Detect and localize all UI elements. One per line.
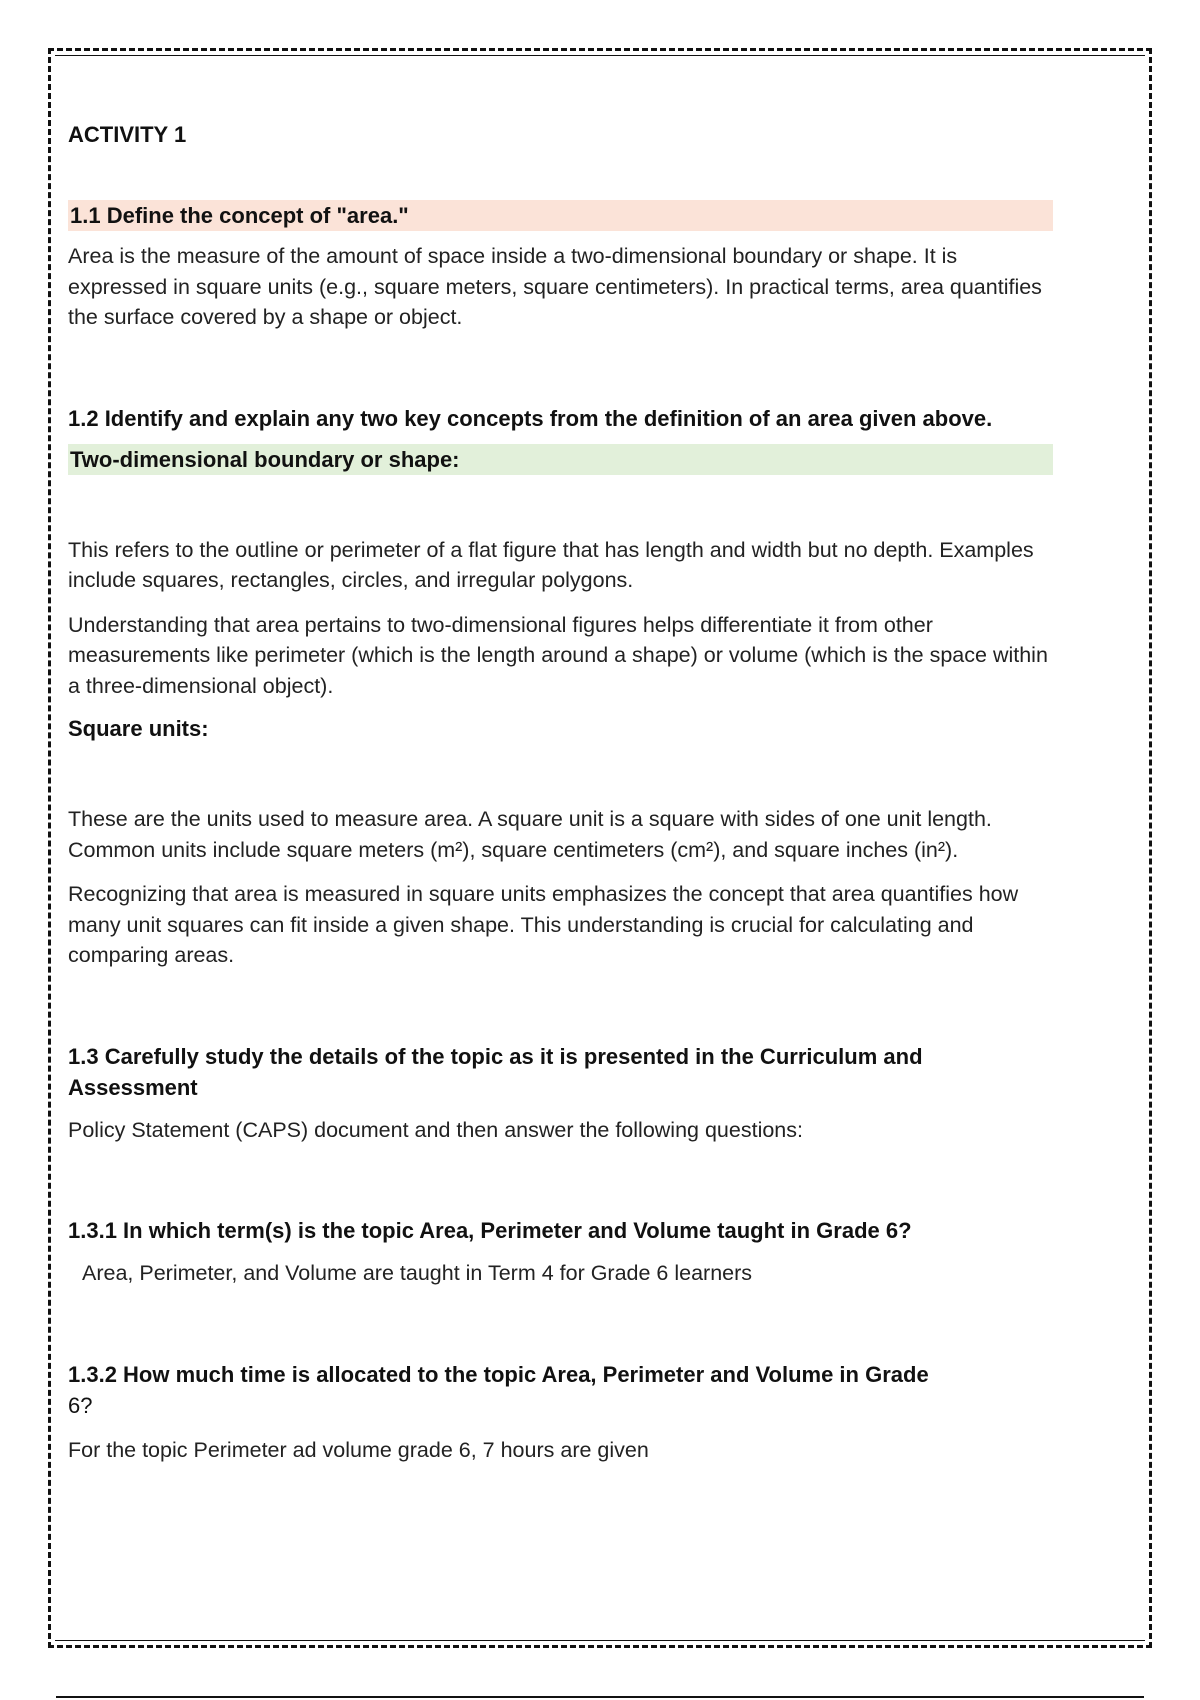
question-1-3-2 [68, 1359, 1053, 1421]
question-1-3: 1.3 Carefully study the details of the topic as it is presented in the Curriculum and Assessment [68, 1043, 923, 1100]
question-1-3-2-bold: 1.3.2 How much time is allocated to the topic Area, Perimeter and Volume in Grade [68, 1361, 929, 1387]
document-content [68, 72, 1053, 1465]
question-1-3-2-rest: 6? [68, 1392, 93, 1418]
concept-2-paragraph-2: Recognizing that area is measured in square units emphasizes the concept that area quantifies how many unit squares can fit inside a given shape. This understanding is crucial for calculating and comparing areas. [68, 882, 1019, 967]
activity-title: ACTIVITY 1 [68, 122, 187, 147]
question-1-1: 1.1 Define the concept of "area." [68, 200, 1053, 231]
question-1-2: 1.2 Identify and explain any two key concepts from the definition of an area given above. [68, 405, 993, 431]
concept-1-paragraph-2: Understanding that area pertains to two-dimensional figures helps differentiate it from other measurements like perimeter (which is the length around a shape) or volume (which is the space within a three-dimensional object). [68, 612, 1048, 698]
concept-1-paragraph-1: This refers to the outline or perimeter of a flat figure that has length and width but no depth. Examples include squares, rectangles, circles, and irregular polygons. [68, 537, 1034, 592]
question-1-3-1: 1.3.1 In which term(s) is the topic Area, Perimeter and Volume taught in Grade 6? [68, 1218, 912, 1243]
concept-1-heading: Two-dimensional boundary or shape: [68, 444, 1053, 475]
concept-2-paragraph-1: These are the units used to measure area. A square unit is a square with sides of one unit length. Common units include square meters (m²), square centimeters (cm²), and square inches (in²). [68, 807, 992, 862]
answer-1-3-2: For the topic Perimeter ad volume grade 6, 7 hours are given [68, 1437, 649, 1462]
answer-1-1: Area is the measure of the amount of space inside a two-dimensional boundary or shape. It is expressed in square units (e.g., square meters, square centimeters). In practical terms, area quantifies the surface covered by a shape or object. [68, 244, 1042, 329]
bottom-rule [56, 1696, 1144, 1698]
question-1-3-continuation: Policy Statement (CAPS) document and then answer the following questions: [68, 1117, 803, 1142]
answer-1-3-1: Area, Perimeter, and Volume are taught in Term 4 for Grade 6 learners [82, 1261, 753, 1285]
concept-2-heading: Square units: [68, 716, 209, 741]
